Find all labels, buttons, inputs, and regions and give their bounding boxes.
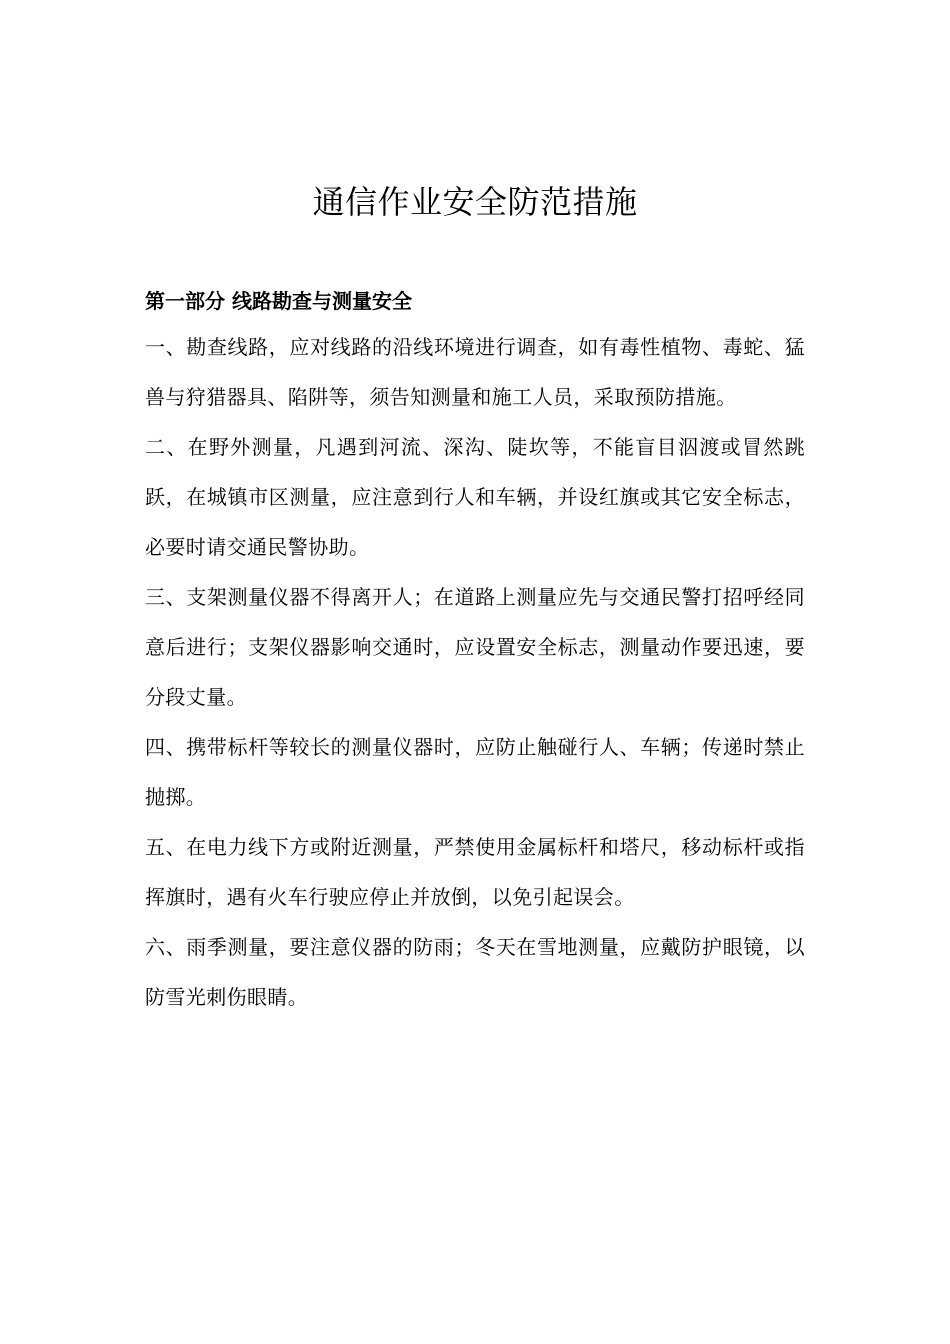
document-body: [145, 282, 805, 1022]
section-heading: 第一部分 线路勘查与测量安全: [145, 289, 412, 313]
paragraph-5: 五、在电力线下方或附近测量，严禁使用金属标杆和塔尺，移动标杆或指挥旗时，遇有火车行驶应停止并放倒，以免引起误会。: [145, 835, 805, 909]
paragraph-2: 二、在野外测量，凡遇到河流、深沟、陡坎等，不能盲目泅渡或冒然跳跃，在城镇市区测量，应注意到行人和车辆，并设红旗或其它安全标志，必要时请交通民警协助。: [145, 435, 805, 559]
paragraph-1: 一、勘查线路，应对线路的沿线环境进行调查，如有毒性植物、毒蛇、猛兽与狩猎器具、陷阱等，须告知测量和施工人员，采取预防措施。: [145, 335, 805, 409]
paragraph-4: 四、携带标杆等较长的测量仪器时，应防止触碰行人、车辆；传递时禁止抛掷。: [145, 735, 805, 809]
paragraph-6: 六、雨季测量，要注意仪器的防雨；冬天在雪地测量，应戴防护眼镜，以防雪光刺伤眼睛。: [145, 935, 805, 1009]
document-title: 通信作业安全防范措施: [312, 183, 638, 221]
paragraph-3: 三、支架测量仪器不得离开人；在道路上测量应先与交通民警打招呼经同意后进行；支架仪器影响交通时，应设置安全标志，测量动作要迅速，要分段丈量。: [145, 585, 805, 709]
